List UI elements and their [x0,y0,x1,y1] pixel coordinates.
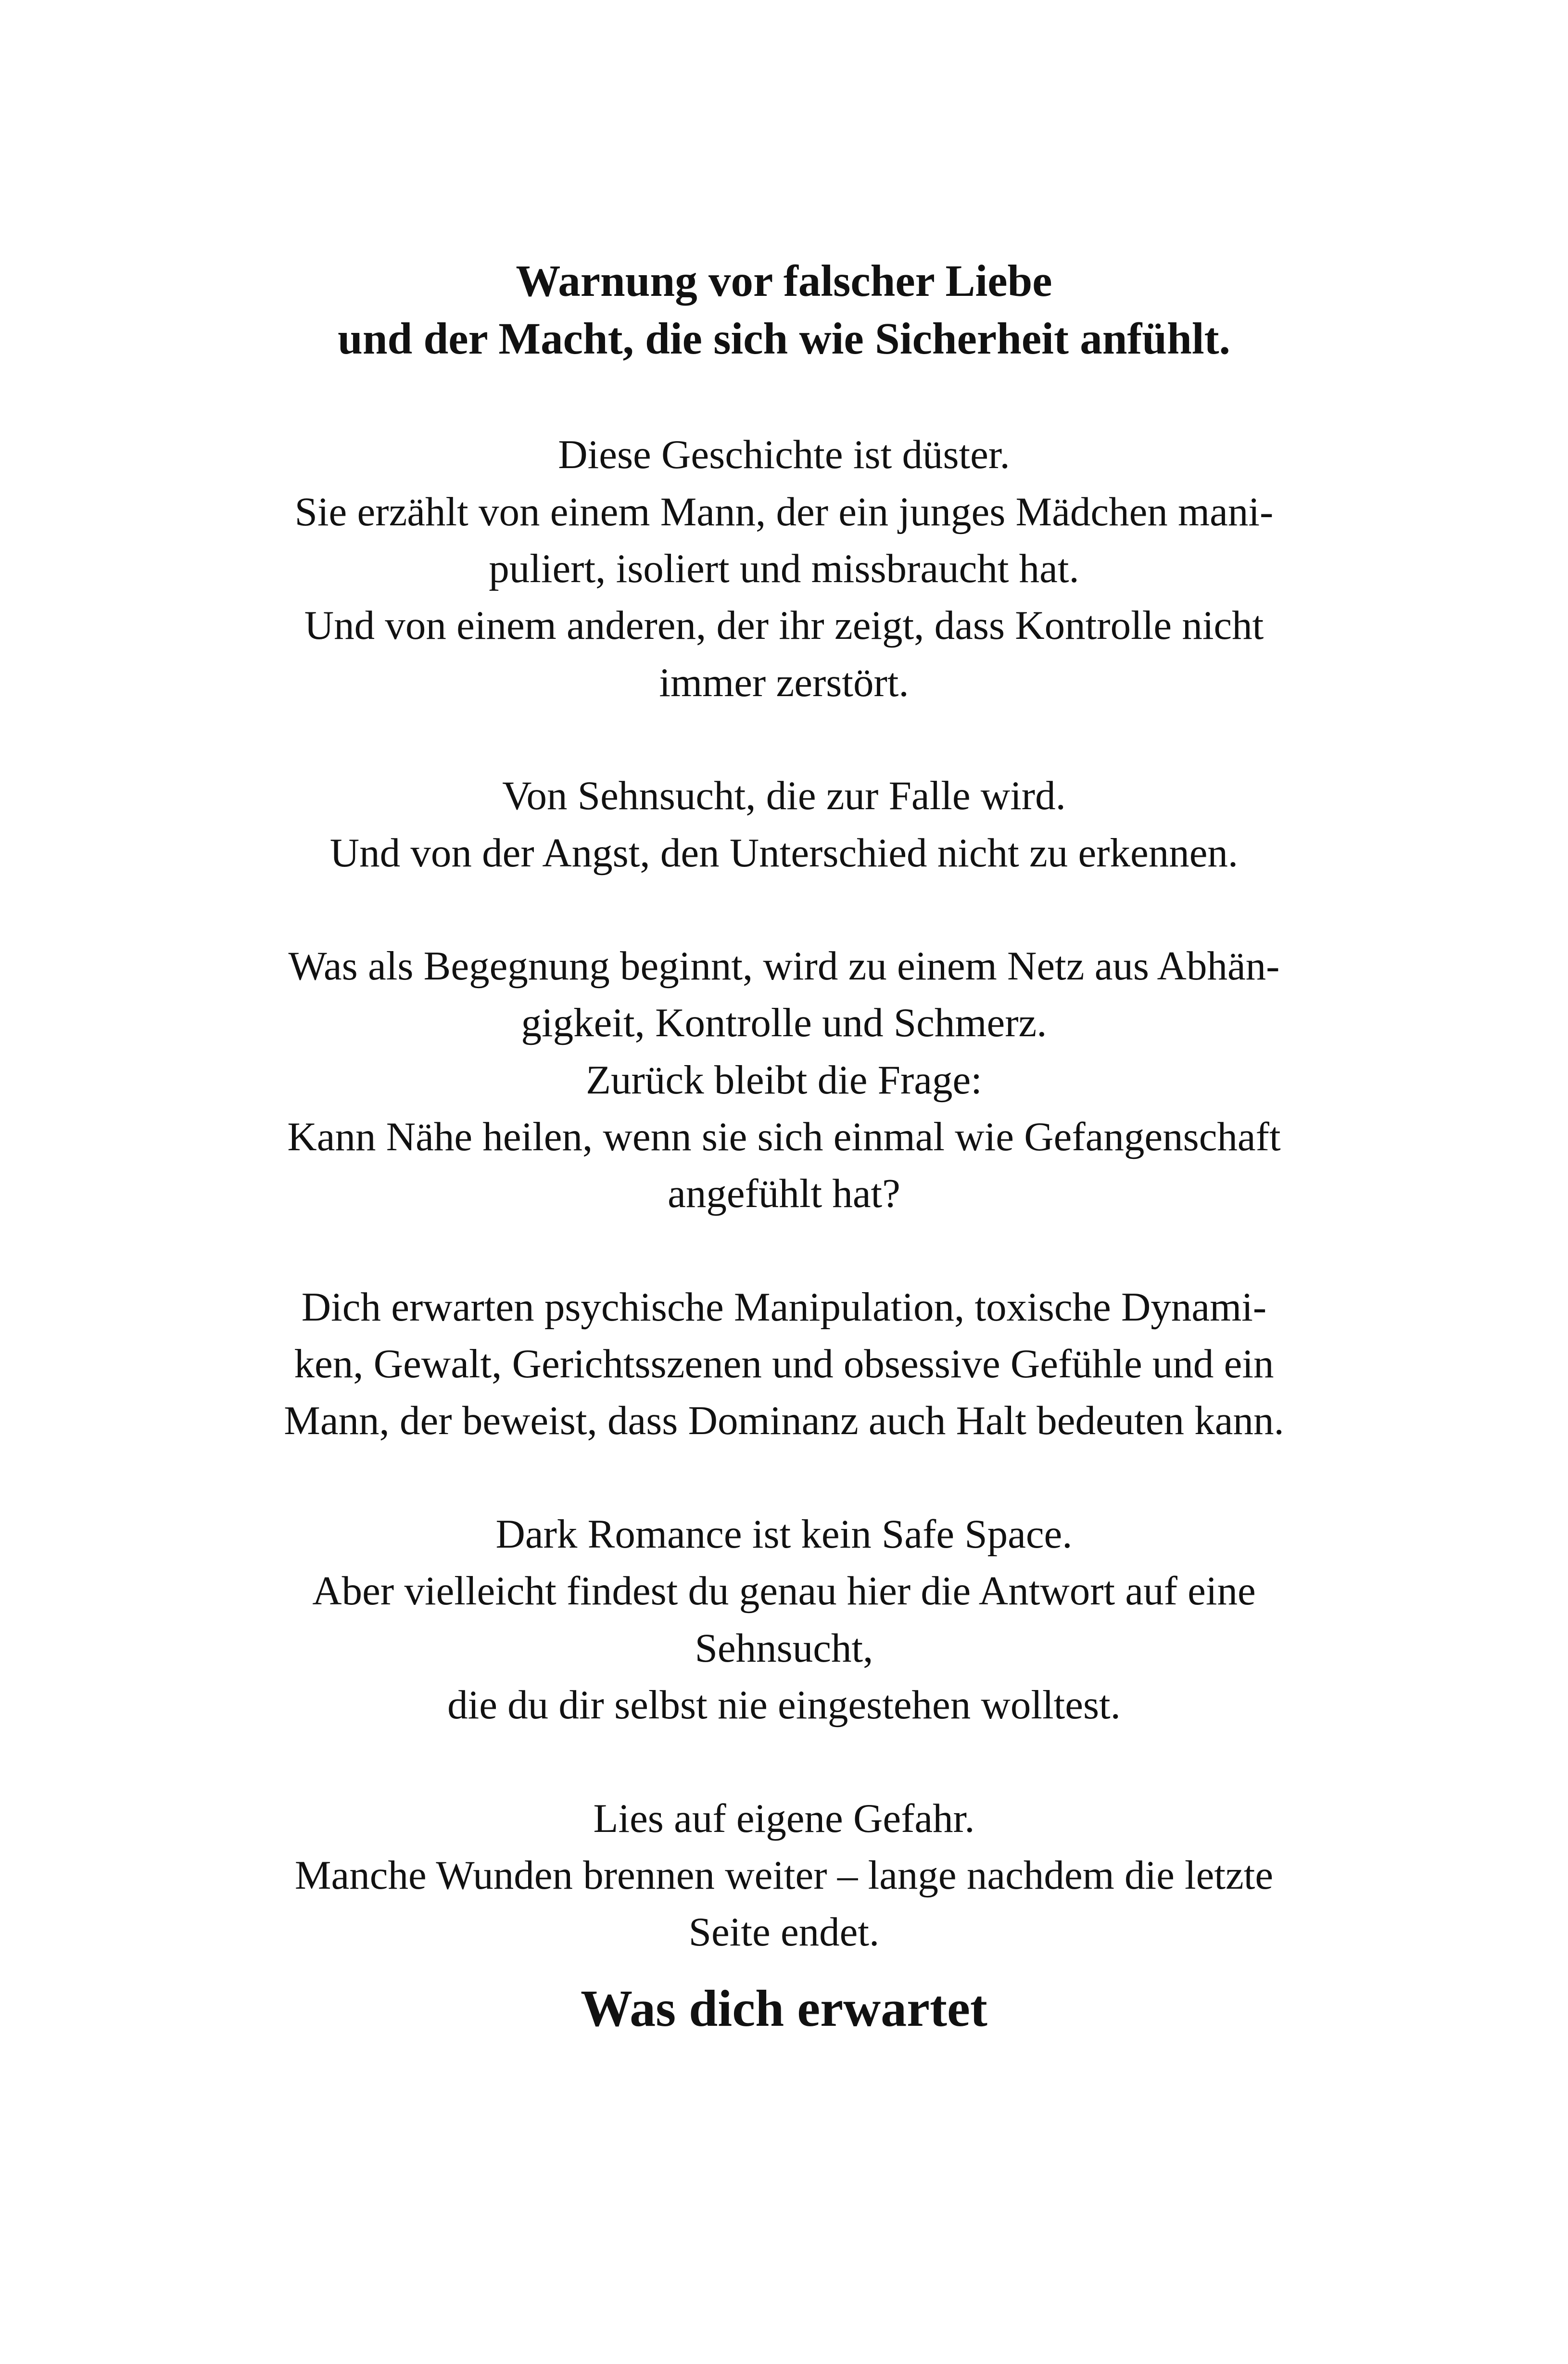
paragraph-6-line-2: Manche Wunden brennen weiter – lange nachdem die letzte [294,1853,1274,1898]
paragraph-5-line-1: Dark Romance ist kein Safe Space. [495,1512,1073,1557]
paragraph-1-line-3: puliert, isoliert und missbraucht hat. [489,546,1079,591]
paragraph-3-line-3: Zurück bleibt die Frage: [586,1057,982,1103]
paragraph-1-line-4: Und von einem anderen, der ihr zeigt, dass Kontrolle nicht [304,603,1264,648]
paragraph-3-line-1: Was als Begegnung beginnt, wird zu einem Netz aus Abhän- [288,943,1280,989]
paragraph-2-line-1: Von Sehnsucht, die zur Falle wird. [502,773,1066,818]
page-title-line-1: Warnung vor falscher Liebe [516,256,1052,306]
paragraph-6-line-1: Lies auf eigene Gefahr. [593,1796,975,1841]
paragraph-6-line-3: Seite endet. [688,1909,880,1955]
paragraph-5-line-2: Aber vielleicht findest du genau hier die Antwort auf eine [312,1568,1256,1614]
closing-heading: Was dich erwartet [581,1980,987,2037]
page-title-line-2: und der Macht, die sich wie Sicherheit anfühlt. [338,314,1230,364]
paragraph-3-line-2: gigkeit, Kontrolle und Schmerz. [521,1000,1047,1045]
paragraph-4-line-1: Dich erwarten psychische Manipulation, toxische Dynami- [301,1284,1267,1330]
paragraph-4-line-2: ken, Gewalt, Gerichtsszenen und obsessive Gefühle und ein [294,1341,1274,1386]
paragraph-1-line-1: Diese Geschichte ist düster. [558,432,1010,477]
paragraph-5-line-4: die du dir selbst nie eingestehen wolltest. [447,1682,1121,1728]
paragraph-1-line-2: Sie erzählt von einem Mann, der ein junges Mädchen mani- [294,489,1274,534]
paragraph-1-line-5: immer zerstört. [659,660,909,705]
paragraph-4-line-3: Mann, der beweist, dass Dominanz auch Halt bedeuten kann. [284,1398,1284,1443]
paragraph-5-line-3: Sehnsucht, [695,1626,873,1671]
paragraph-3-line-5: angefühlt hat? [668,1171,900,1216]
paragraph-2-line-2: Und von der Angst, den Unterschied nicht zu erkennen. [329,830,1239,876]
paragraph-3-line-4: Kann Nähe heilen, wenn sie sich einmal wie Gefangenschaft [287,1114,1281,1159]
